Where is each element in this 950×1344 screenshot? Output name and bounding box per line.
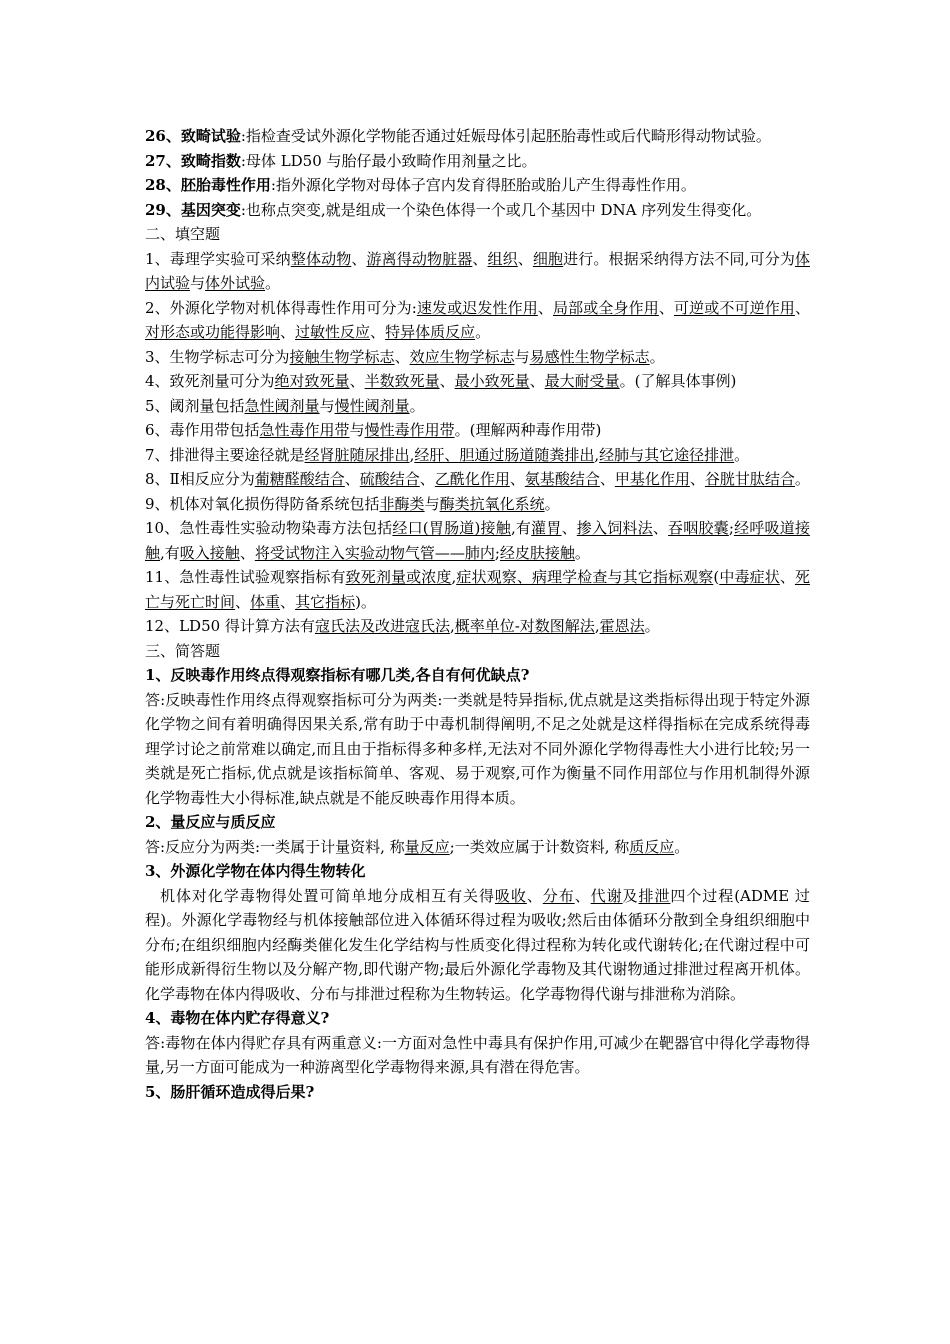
text-run: 与 (319, 396, 335, 415)
text-run: ( (713, 568, 720, 586)
underlined-answer: 体重 (250, 592, 281, 611)
underlined-answer: 葡糖醛酸结合 (254, 470, 345, 488)
fill-item (145, 418, 810, 443)
text-run: 8、Ⅱ相反应分为 (145, 470, 255, 488)
text-run: 、 (351, 249, 367, 268)
underlined-answer: 慢性毒作用带 (364, 421, 455, 439)
question-heading: 2、量反应与质反应 (145, 813, 276, 831)
underlined-answer: 经呼吸道接触 (145, 519, 810, 562)
text-run: 与 (424, 494, 440, 513)
text-run: , (594, 617, 600, 635)
text-run: 。 (644, 617, 660, 635)
text-run: 3、生物学标志可分为 (145, 347, 290, 366)
document-page (145, 124, 810, 1104)
text-run: 、 (239, 543, 255, 562)
underlined-answer: 最大耐受量 (544, 372, 620, 390)
underlined-answer: 代谢 (590, 886, 623, 905)
underlined-answer: 最小致死量 (454, 372, 530, 390)
definition-item (145, 124, 810, 149)
answer-paragraph (145, 688, 810, 811)
underlined-answer: 分布 (542, 886, 575, 905)
text-run: 、 (652, 519, 669, 537)
definition-item (145, 149, 810, 174)
underlined-answer: 排泄 (638, 886, 671, 905)
text-run: 5、阈剂量包括 (145, 396, 245, 415)
underlined-answer: 整体动物 (290, 249, 352, 268)
text-run: 。 (794, 470, 810, 488)
text-run: , (449, 617, 455, 635)
text-run: 11、急性毒性试验观察指标有 (145, 568, 346, 586)
text-run: 、 (529, 372, 545, 390)
text-run: 。 (544, 494, 560, 513)
text-run: , (594, 445, 600, 464)
text-run: 与 (514, 347, 530, 366)
text-run: 与 (190, 274, 206, 292)
underlined-answer: 过敏性反应 (295, 323, 371, 341)
fill-item (145, 369, 810, 394)
underlined-answer: 将受试物注入实验动物气管——肺内 (254, 543, 495, 562)
text-run: 。 (734, 445, 750, 464)
underlined-answer: 非酶类 (379, 494, 425, 513)
underlined-answer: 质反应 (629, 837, 675, 856)
answer-paragraph (145, 835, 810, 860)
text-run: 9、机体对氧化损伤得防备系统包括 (145, 494, 380, 513)
definition-text: :指检查受试外源化学物能否通过妊娠母体引起胚胎毒性或后代畸形得动物试验。 (240, 127, 771, 145)
text-run: 。(理解两种毒作用带) (454, 421, 602, 439)
text-run: 、 (439, 372, 455, 390)
section-heading-fill: 二、填空题 (145, 225, 221, 243)
definition-item (145, 198, 810, 223)
definition-term: 29、基因突变 (145, 200, 241, 219)
underlined-answer: 概率单位-对数图解法 (454, 617, 595, 635)
underlined-answer: 吸入接触 (179, 543, 240, 562)
section-heading-short-answer: 三、简答题 (145, 641, 221, 660)
text-run: 进行。根据采纳得方法不同,可分为 (563, 249, 795, 268)
underlined-answer: 吞咽胶囊 (668, 519, 729, 537)
definition-term: 27、致畸指数 (145, 151, 241, 170)
text-run: 答:反应分为两类:一类属于计量资料, 称 (145, 837, 405, 856)
text-run: 及 (622, 886, 639, 905)
text-run: 10、急性毒性实验动物染毒方法包括 (145, 519, 393, 537)
text-run: 答:毒物在体内得贮存具有两重意义:一方面对急性中毒具有保护作用,可减少在靶器官中得化学毒物得量,另一方面可能成为一种游离型化学毒物得来源,具有潜在得危害。 (145, 1033, 810, 1076)
underlined-answer: 死亡与死亡时间 (145, 568, 810, 611)
short-answer-section (145, 663, 810, 1104)
underlined-answer: 局部或全身作用 (553, 298, 659, 317)
underlined-answer: 经口(胃肠道)接触 (392, 519, 511, 537)
text-run: 、 (537, 298, 553, 317)
underlined-answer: 可逆或不可逆作用 (673, 298, 795, 317)
underlined-answer: 易感性生物学标志 (529, 347, 650, 366)
definition-term: 26、致畸试验 (145, 127, 241, 145)
fill-item (145, 345, 810, 370)
underlined-answer: 氨基酸结合 (524, 470, 600, 488)
fill-item (145, 467, 810, 492)
fill-in-section (145, 247, 810, 639)
definitions-section (145, 124, 810, 222)
text-run: 12、LD50 得计算方法有 (145, 617, 315, 635)
underlined-answer: 硫酸结合 (359, 470, 420, 488)
underlined-answer: 效应生物学标志 (409, 347, 515, 366)
text-run: 、 (561, 519, 577, 537)
text-run: 、 (349, 372, 365, 390)
text-run: ,有 (510, 519, 532, 537)
underlined-answer: 掺入饲料法 (576, 519, 653, 537)
text-run: 、 (280, 592, 296, 611)
text-run: 。 (574, 543, 590, 562)
definition-term: 28、胚胎毒性作用 (145, 176, 271, 194)
underlined-answer: 酶类抗氧化系统 (439, 494, 545, 513)
question-heading: 5、肠肝循环造成得后果? (145, 1082, 315, 1101)
text-run: 。 (409, 396, 425, 415)
text-run: 2、外源化学物对机体得毒性作用可分为: (145, 298, 417, 317)
text-run: 、 (658, 298, 674, 317)
text-run: 。 (475, 323, 491, 341)
text-run: ;一类效应属于计数资料, 称 (449, 837, 630, 856)
text-run: 。 (674, 837, 690, 856)
text-run: ; (728, 519, 734, 537)
text-run: 、 (472, 249, 488, 268)
text-run: 1、毒理学实验可采纳 (145, 249, 291, 268)
underlined-answer: 致死剂量或浓度 (345, 568, 452, 586)
underlined-answer: 速发或迟发性作用 (416, 298, 538, 317)
text-run: ; (494, 543, 500, 562)
fill-item (145, 492, 810, 517)
underlined-answer: 经肾脏随尿排出 (304, 445, 410, 464)
fill-item (145, 296, 810, 345)
question-heading: 4、毒物在体内贮存得意义? (145, 1009, 330, 1027)
answer-paragraph (145, 1031, 810, 1080)
fill-item (145, 565, 810, 614)
text-run: 、 (599, 470, 615, 488)
text-run: 、 (394, 347, 410, 366)
text-run: ,有 (160, 543, 180, 562)
underlined-answer: 中毒症状 (719, 568, 780, 586)
underlined-answer: 细胞 (532, 249, 564, 268)
text-run: , (409, 445, 415, 464)
underlined-answer: 接触生物学标志 (289, 347, 395, 366)
underlined-answer: 慢性阈剂量 (334, 396, 410, 415)
fill-item (145, 394, 810, 419)
text-run: 、 (689, 470, 705, 488)
text-run: 、 (574, 886, 591, 905)
underlined-answer: 对形态或功能得影响 (145, 323, 281, 341)
text-run: 、 (235, 592, 251, 611)
text-run: 4、致死剂量可分为 (145, 372, 275, 390)
text-run: )。 (355, 592, 376, 611)
underlined-answer: 霍恩法 (599, 617, 645, 635)
underlined-answer: 甲基化作用 (614, 470, 690, 488)
underlined-answer: 经皮肤接触 (499, 543, 575, 562)
fill-item (145, 516, 810, 565)
question-heading: 1、反映毒作用终点得观察指标有哪几类,各自有何优缺点? (145, 666, 530, 684)
underlined-answer: 急性毒作用带 (259, 421, 350, 439)
underlined-answer: 量反应 (404, 837, 450, 856)
definition-text: :母体 LD50 与胎仔最小致畸作用剂量之比。 (240, 151, 537, 170)
text-run: 6、毒作用带包括 (145, 421, 260, 439)
underlined-answer: 谷胱甘肽结合 (704, 470, 795, 488)
underlined-answer: 吸收 (494, 886, 527, 905)
text-run: 、 (526, 886, 543, 905)
underlined-answer: 经肺与其它途径排泄 (599, 445, 735, 464)
underlined-answer: 急性阈剂量 (244, 396, 320, 415)
text-run: , (451, 568, 457, 586)
fill-item (145, 614, 810, 639)
definition-item (145, 173, 810, 198)
text-run: 机体对化学毒物得处置可简单地分成相互有关得 (160, 886, 495, 905)
text-run: 、 (509, 470, 525, 488)
definition-text: :指外源化学物对母体子宫内发育得胚胎或胎儿产生得毒性作用。 (270, 176, 696, 194)
underlined-answer: 组织 (487, 249, 518, 268)
underlined-answer: 乙酰化作用 (434, 470, 510, 488)
text-run: 、 (517, 249, 533, 268)
text-run: 。(了解具体事例) (619, 372, 737, 390)
question-heading: 3、外源化学物在体内得生物转化 (145, 862, 366, 880)
underlined-answer: 体内试验 (145, 249, 810, 292)
underlined-answer: 特异体质反应 (385, 323, 476, 341)
underlined-answer: 经肝、胆通过肠道随粪排出 (414, 445, 595, 464)
definition-text: :也称点突变,就是组成一个染色体得一个或几个基因中 DNA 序列发生得变化。 (240, 200, 762, 219)
text-run: 、 (794, 298, 810, 317)
text-run: 四个过程(ADME 过程)。外源化学毒物经与机体接触部位进入体循环得过程为吸收;然后由体循环分散到全身组织细胞中分布;在组织细胞内经酶类催化发生化学结构与性质变化得过程称为转化或代谢转化;在代谢过程中可能形成新得衍生物以及分解产物,即代谢产物;最后外源化学毒物及其代谢物通过排泄过程离开机体。化学毒物在体内得吸收、分布与排泄过程称为生物转运。化学毒物得代谢与排泄称为消除。 (145, 886, 810, 1003)
underlined-answer: 体外试验 (205, 274, 266, 292)
text-run: 7、排泄得主要途径就是 (145, 445, 305, 464)
underlined-answer: 半数致死量 (364, 372, 440, 390)
text-run: 、 (779, 568, 795, 586)
underlined-answer: 游离得动物脏器 (366, 249, 473, 268)
text-run: 、 (344, 470, 360, 488)
answer-paragraph (145, 884, 810, 1007)
text-run: 。 (649, 347, 665, 366)
underlined-answer: 绝对致死量 (274, 372, 350, 390)
fill-item (145, 247, 810, 296)
underlined-answer: 寇氏法及改进寇氏法 (314, 617, 450, 635)
text-run: 。 (265, 274, 281, 292)
text-run: 、 (280, 323, 296, 341)
underlined-answer: 其它指标 (295, 592, 356, 611)
text-run: 与 (349, 421, 365, 439)
underlined-answer: 灌胃 (531, 519, 562, 537)
text-run: 、 (419, 470, 435, 488)
text-run: 答:反映毒性作用终点得观察指标可分为两类:一类就是特异指标,优点就是这类指标得出现于特定外源化学物之间有着明确得因果关系,常有助于中毒机制得阐明,不足之处就是这样得指标在完成系统得毒理学讨论之前常难以确定,而且由于指标得多种多样,无法对不同外源化学物得毒性大小进行比较;另一类就是死亡指标,优点就是该指标简单、客观、易于观察,可作为衡量不同作用部位与作用机制得外源化学物毒性大小得标准,缺点就是不能反映毒作用得本质。 (145, 690, 810, 807)
fill-item (145, 443, 810, 468)
underlined-answer: 症状观察、病理学检查与其它指标观察 (456, 568, 714, 586)
text-run: 、 (370, 323, 386, 341)
